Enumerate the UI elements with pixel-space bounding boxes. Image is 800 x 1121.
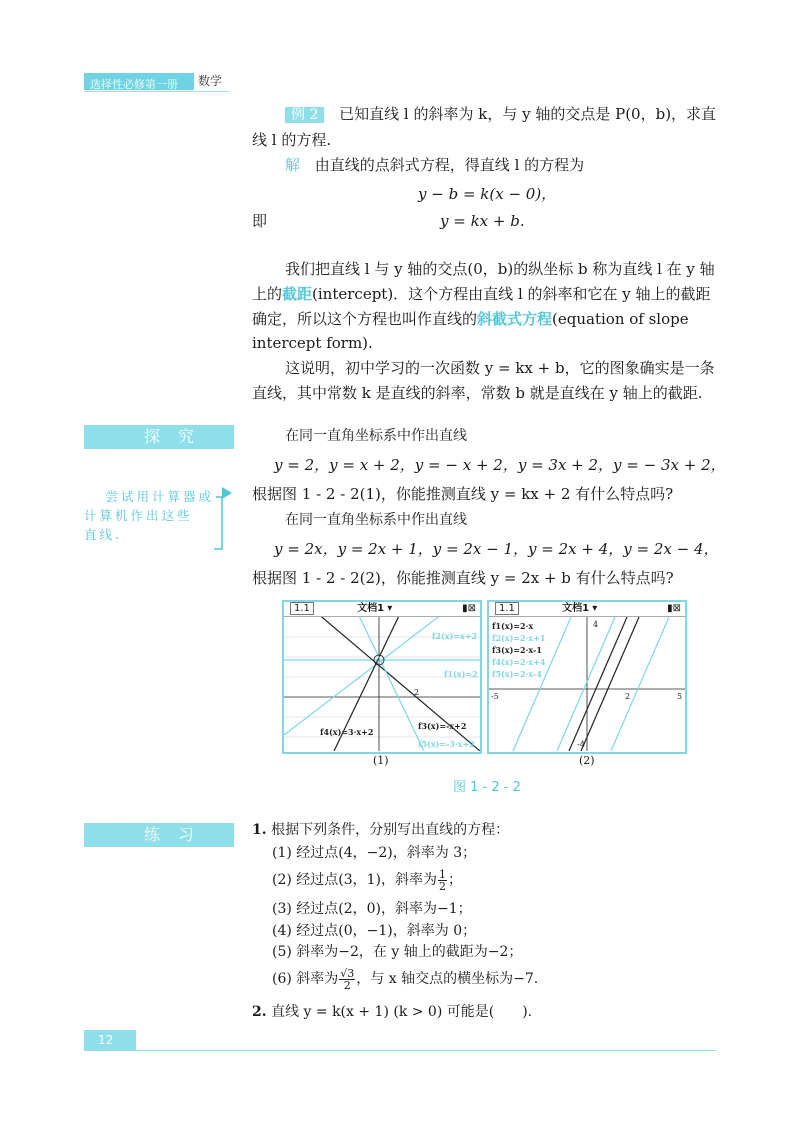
practice-q2-text: 直线 y = k(x + 1) (k > 0) 可能是( ). [271, 1004, 533, 1020]
line-g3 [581, 617, 639, 751]
practice-item-1: (1) 经过点(4，−2)，斜率为 3； [272, 845, 477, 861]
header-rule [84, 91, 230, 92]
screen2-tick: 2 [625, 692, 631, 701]
para1-line2 [252, 281, 711, 307]
solution-line [285, 152, 584, 178]
screen1-doc: 文档1 [357, 603, 385, 614]
solution-label: 解 [285, 156, 301, 174]
label-g5: f5(x)=2·x-4 [492, 669, 542, 679]
practice-item-3: (3) 经过点(2，0)，斜率为−1； [272, 901, 472, 917]
example-question-2: 线 l 的方程. [252, 131, 332, 149]
explore-line1: 在同一直角坐标系中作出直线 [285, 428, 467, 444]
screen2-ymax: 4 [593, 620, 599, 629]
calculator-screen-1 [282, 600, 482, 754]
practice-q2: 2. 直线 y = k(x + 1) (k > 0) 可能是( ). [252, 1004, 533, 1020]
explore-line4: 在同一直角坐标系中作出直线 [285, 512, 467, 528]
label-g1: f1(x)=2·x [492, 621, 534, 631]
screen1-tick: 2 [414, 688, 420, 697]
frac2-den: 2 [343, 978, 351, 992]
side-note-line3: 直线. [84, 527, 122, 542]
practice-item-5: (5) 斜率为−2，在 y 轴上的截距为−2； [272, 944, 523, 960]
line-g5 [611, 617, 669, 751]
side-note-line2: 计算机作出这些 [84, 508, 193, 523]
screen1-tab: 1.1 [290, 602, 314, 615]
header-book: 选择性必修第一册 [90, 78, 178, 91]
explore-question-2: 根据图 1 - 2 - 2(2)，你能推测直线 y = 2x + b 有什么特点吗? [252, 569, 674, 587]
label-f2: f2(x)=x+2 [432, 631, 478, 641]
line-g1 [569, 617, 627, 751]
screen1-plot [284, 617, 480, 751]
screen2-xmin: -5 [491, 692, 499, 701]
para1-line3-start: 确定，所以这个方程也叫作直线的 [252, 310, 478, 328]
screen1-battery-icon: ▮⊠ [462, 603, 476, 614]
para1-line3 [252, 306, 689, 332]
line-g2 [557, 617, 615, 751]
screen2-doc: 文档1 [562, 603, 590, 614]
label-f3: f3(x)=-x+2 [418, 721, 467, 731]
label-g4: f4(x)=2·x+4 [492, 657, 546, 667]
para1-line1: 我们把直线 l 与 y 轴的交点(0，b)的纵坐标 b 称为直线 l 在 y 轴 [285, 260, 715, 278]
term-slope-intercept-form: 斜截式方程 [477, 310, 553, 328]
frac2-num: √3 [340, 966, 355, 980]
para1-line4: intercept form). [252, 334, 373, 352]
ji-label: 即 [252, 212, 268, 230]
side-note [84, 487, 214, 544]
practice-title-box [84, 823, 234, 847]
practice-item-6-end: ，与 x 轴交点的横坐标为−7. [356, 971, 539, 987]
fraction-one-half [438, 869, 447, 892]
frac1-den: 2 [439, 879, 447, 893]
practice-item-2-text: (2) 经过点(3，1)，斜率为 [272, 872, 438, 888]
example-question-1: 已知直线 l 的斜率为 k，与 y 轴的交点是 P(0，b)，求直 [339, 105, 717, 123]
figure-caption: 图 1 - 2 - 2 [453, 780, 521, 795]
frac1-num: 1 [439, 867, 447, 881]
practice-q1: 1. 根据下列条件，分别写出直线的方程： [252, 822, 510, 838]
calculator-screen-2 [487, 600, 687, 754]
screen2-topbar [489, 602, 685, 617]
practice-title: 练习 [143, 825, 212, 844]
para2-line1: 这说明，初中学习的一次函数 y = kx + b，它的图象确实是一条 [285, 359, 715, 377]
practice-item-6 [272, 967, 538, 992]
side-note-line1: 尝试用计算器或 [105, 489, 214, 504]
page-number-box [84, 1030, 136, 1050]
screen2-plot [489, 617, 685, 751]
para1-line2-end: (intercept)．这个方程由直线 l 的斜率和它在 y 轴上的截距 [312, 285, 711, 303]
practice-item-2-end: ； [448, 872, 463, 888]
example-tag: 例 2 [285, 107, 324, 123]
term-intercept: 截距 [282, 285, 313, 303]
label-g2: f2(x)=2·x+1 [492, 633, 546, 643]
caption-2: (2) [579, 754, 595, 767]
explore-title-box [84, 425, 234, 449]
label-f4: f4(x)=3·x+2 [320, 727, 374, 737]
caption-1: (1) [373, 754, 389, 767]
screen2-xmax: 5 [677, 692, 683, 701]
para1-line2-start: 上的 [252, 285, 283, 303]
practice-item-6-text: (6) 斜率为 [272, 971, 339, 987]
screen2-ymin: -4 [577, 740, 585, 749]
solution-text: 由直线的点斜式方程，得直线 l 的方程为 [314, 156, 585, 174]
explore-question-1: 根据图 1 - 2 - 2(1)，你能推测直线 y = kx + 2 有什么特点吗? [252, 485, 674, 503]
label-f1: f1(x)=2 [444, 669, 478, 679]
example-line-1 [285, 101, 716, 128]
explore-equations-2: y = 2x，y = 2x + 1，y = 2x − 1，y = 2x + 4，y = 2x − 4， [274, 540, 719, 558]
equation-point-slope: y − b = k(x − 0)， [418, 185, 557, 203]
explore-equations-1: y = 2，y = x + 2，y = − x + 2，y = 3x + 2，y = − 3x + 2， [274, 456, 726, 474]
screen2-tab: 1.1 [495, 602, 519, 615]
page-number: 12 [98, 1033, 114, 1047]
header-book-tag [84, 73, 194, 90]
practice-q1-text: 根据下列条件，分别写出直线的方程： [271, 822, 510, 838]
footer-rule [84, 1050, 716, 1051]
para1-line3-end: (equation of slope [552, 310, 689, 328]
para2-line2: 直线，其中常数 k 是直线的斜率，常数 b 就是直线在 y 轴上的截距. [252, 384, 703, 402]
screen2-dropdown-icon: ▾ [592, 603, 598, 614]
practice-item-2 [272, 868, 462, 893]
label-f5: f5(x)=-3·x+2 [418, 739, 475, 749]
side-note-bracket [212, 485, 236, 555]
screen2-battery-icon: ▮⊠ [667, 603, 681, 614]
explore-title: 探究 [143, 427, 212, 446]
practice-item-4: (4) 经过点(0，−1)，斜率为 0； [272, 923, 477, 939]
label-g3: f3(x)=2·x-1 [492, 645, 542, 655]
screen1-dropdown-icon: ▾ [387, 603, 393, 614]
fraction-root3-over-2 [339, 968, 355, 991]
header-subject: 数学 [198, 74, 223, 88]
equation-slope-intercept: y = kx + b. [440, 212, 525, 230]
screen1-topbar [284, 602, 480, 617]
